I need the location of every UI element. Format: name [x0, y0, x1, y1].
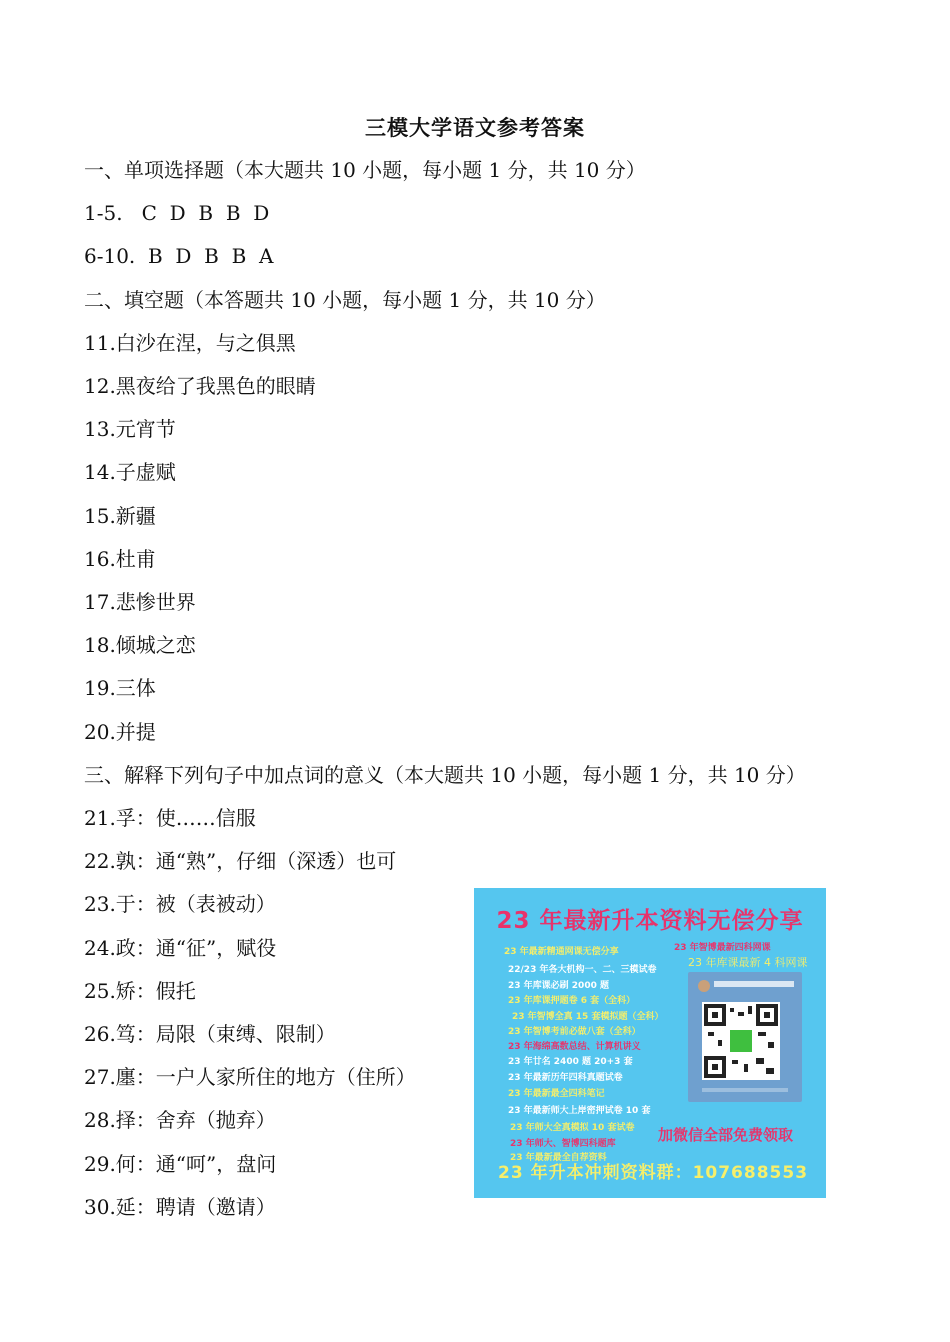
- qr-pattern: [702, 1002, 780, 1080]
- answer-line: 19.三体: [84, 676, 156, 701]
- promo-item: 23 年智博全真 15 套模拟题（全科）: [512, 1012, 664, 1022]
- promo-item: 23 年最新历年四科真题试卷: [508, 1073, 623, 1083]
- promo-group-number: 23 年升本冲刺资料群：107688553: [498, 1163, 809, 1183]
- answer-line: 16.杜甫: [84, 546, 156, 571]
- answer-line: 26.笃：局限（束缚、限制）: [84, 1022, 336, 1046]
- answer-line: 三、解释下列句子中加点词的意义（本大题共 10 小题，每小题 1 分，共 10 分）: [84, 762, 806, 787]
- promo-item: 22/23 年各大机构一、二、三模试卷: [508, 965, 657, 975]
- promo-item: 23 年智博最新四科网课: [674, 943, 771, 953]
- promo-subheading: 23 年库课最新 4 科网课: [688, 956, 808, 969]
- answer-line: 21.孚：使……信服: [84, 806, 256, 830]
- answer-line: 11.白沙在涅，与之俱黑: [84, 330, 296, 355]
- answer-line: 25.矫：假托: [84, 978, 196, 1003]
- qr-caption-bar: [702, 1088, 788, 1092]
- answer-line: 1-5. C D B B D: [84, 201, 270, 226]
- promo-item: 23 年库课必刷 2000 题: [508, 981, 609, 991]
- answer-line: 15.新疆: [84, 503, 156, 528]
- promo-item: 23 年师大全真模拟 10 套试卷: [510, 1123, 635, 1133]
- answer-line: 29.何：通“呵”，盘问: [84, 1151, 277, 1176]
- answer-line: 24.政：通“征”，赋役: [84, 935, 277, 960]
- qr-name-bar: [714, 981, 794, 987]
- qr-code-icon: [702, 1002, 780, 1080]
- answer-line: 23.于：被（表被动）: [84, 892, 276, 917]
- promo-image: [474, 888, 826, 1198]
- wechat-qr-card: [688, 972, 802, 1102]
- answer-line: 22.孰：通“熟”，仔细（深透）也可: [84, 849, 397, 874]
- answer-line: 28.择：舍弃（抛弃）: [84, 1108, 276, 1133]
- promo-item: 23 年廿名 2400 题 20+3 套: [508, 1057, 633, 1067]
- promo-item: 23 年智博考前必做八套（全科）: [508, 1027, 641, 1037]
- answer-line: 18.倾城之恋: [84, 633, 196, 658]
- answer-line: 20.并提: [84, 719, 156, 744]
- page-title: 三模大学语文参考答案: [365, 115, 585, 140]
- promo-item: 23 年海绵高数总结、计算机讲义: [508, 1042, 641, 1052]
- answer-line: 17.悲惨世界: [84, 590, 196, 614]
- promo-item: 23 年最新师大上岸密押试卷 10 套: [508, 1106, 651, 1116]
- answer-line: 12.黑夜给了我黑色的眼睛: [84, 374, 316, 398]
- answer-line: 6-10. B D B B A: [84, 244, 274, 269]
- promo-item: 23 年库课押题卷 6 套（全科）: [508, 996, 636, 1006]
- answer-line: 14.子虚赋: [84, 460, 176, 485]
- answer-line: 一、单项选择题（本大题共 10 小题，每小题 1 分，共 10 分）: [84, 158, 646, 182]
- promo-cta: 加微信全部免费领取: [658, 1126, 794, 1144]
- answer-line: 13.元宵节: [84, 417, 176, 442]
- answer-line: 30.延：聘请（邀请）: [84, 1194, 276, 1219]
- promo-item: 23 年最新最全四科笔记: [508, 1089, 605, 1099]
- answer-line: 二、填空题（本答题共 10 小题，每小题 1 分，共 10 分）: [84, 287, 606, 312]
- answer-line: 27.廛：一户人家所住的地方（住所）: [84, 1065, 416, 1090]
- promo-item: 23 年师大、智博四科题库: [510, 1139, 616, 1149]
- promo-item: 23 年最新最全自荐资料: [510, 1153, 607, 1163]
- avatar: [698, 980, 710, 992]
- promo-headline: 23 年最新升本资料无偿分享: [496, 908, 804, 934]
- promo-item: 23 年最新精通网课无偿分享: [504, 947, 619, 957]
